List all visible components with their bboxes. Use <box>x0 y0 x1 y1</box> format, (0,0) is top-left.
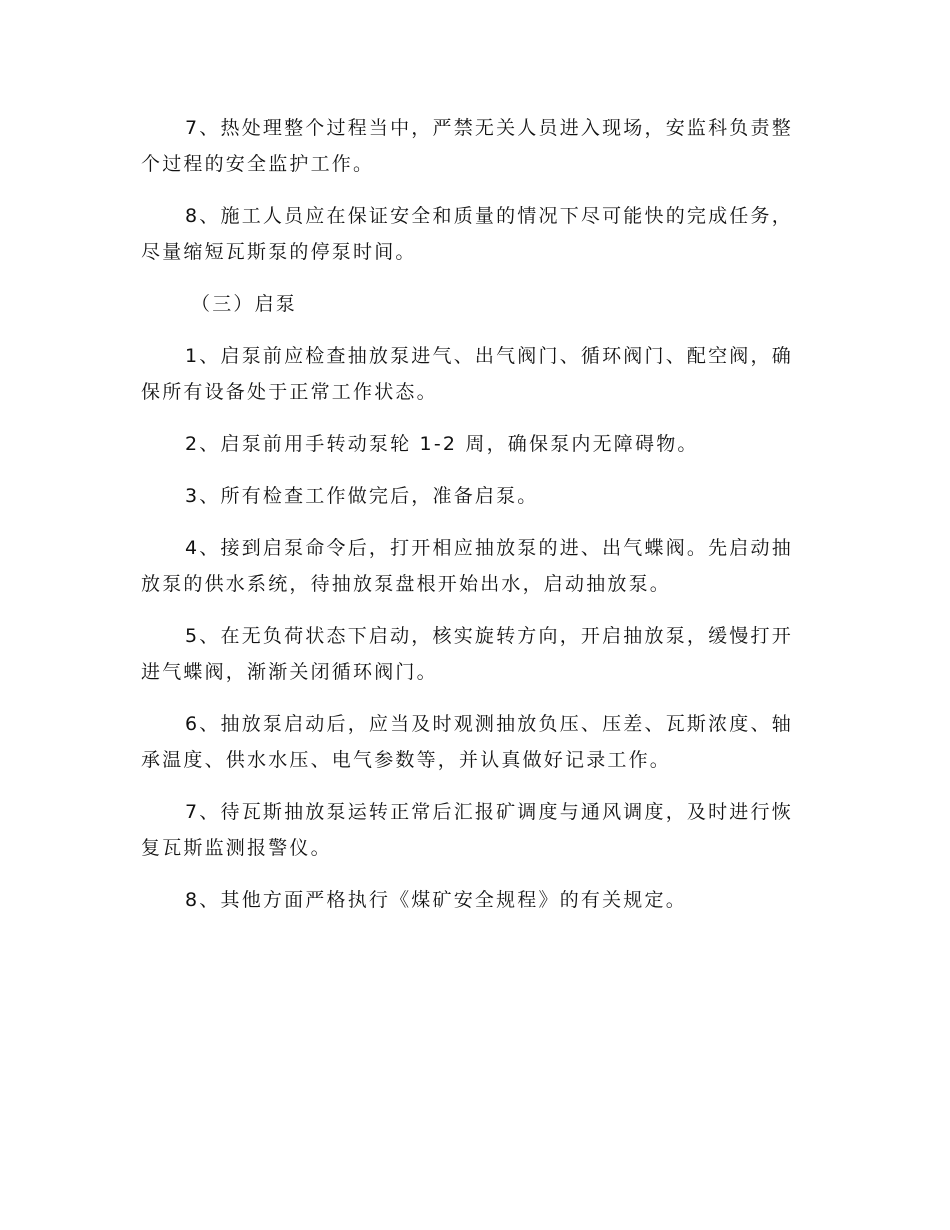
paragraph-item-6-monitoring: 6、抽放泵启动后，应当及时观测抽放负压、压差、瓦斯浓度、轴承温度、供水水压、电气参数等，并认真做好记录工作。 <box>141 713 793 771</box>
paragraph-item-5-no-load-start: 5、在无负荷状态下启动，核实旋转方向，开启抽放泵，缓慢打开进气蝶阀，渐渐关闭循环阀门。 <box>141 625 793 683</box>
paragraph-item-8-safety-regulations: 8、其他方面严格执行《煤矿安全规程》的有关规定。 <box>185 889 687 911</box>
section-heading-start-pump: （三）启泵 <box>191 293 298 315</box>
paragraph-item-4-start-command: 4、接到启泵命令后，打开相应抽放泵的进、出气蝶阀。先启动抽放泵的供水系统，待抽放泵盘根开始出水，启动抽放泵。 <box>141 537 793 595</box>
paragraph-item-7-report-dispatch: 7、待瓦斯抽放泵运转正常后汇报矿调度与通风调度，及时进行恢复瓦斯监测报警仪。 <box>141 801 793 859</box>
paragraph-item-2-rotate-impeller: 2、启泵前用手转动泵轮 1-2 周，确保泵内无障碍物。 <box>185 433 699 455</box>
paragraph-item-3-prepare-start: 3、所有检查工作做完后，准备启泵。 <box>185 485 539 507</box>
paragraph-item-7-heat-treatment: 7、热处理整个过程当中，严禁无关人员进入现场，安监科负责整个过程的安全监护工作。 <box>141 117 793 175</box>
paragraph-item-8-construction: 8、施工人员应在保证安全和质量的情况下尽可能快的完成任务，尽量缩短瓦斯泵的停泵时间。 <box>141 205 793 263</box>
paragraph-item-1-check-valves: 1、启泵前应检查抽放泵进气、出气阀门、循环阀门、配空阀，确保所有设备处于正常工作状态。 <box>141 345 793 403</box>
document-body <box>141 110 809 934</box>
